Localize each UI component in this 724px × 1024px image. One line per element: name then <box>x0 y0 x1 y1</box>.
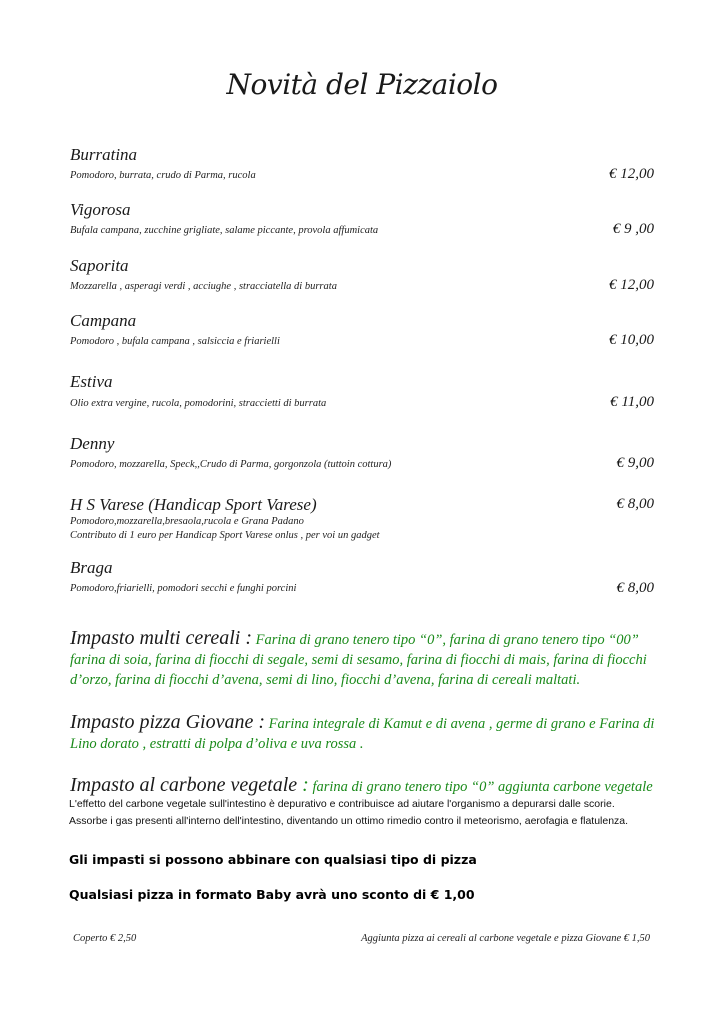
pizza-name: Denny <box>70 434 115 453</box>
dough-description: Farina integrale di Kamut e di avena , germe di grano e Farina di Lino dorato , estratti di polpa d’oliva e uva rossa . <box>70 716 655 752</box>
page-title: Novità del Pizzaiolo <box>226 68 498 101</box>
dough-description: Farina di grano tenero tipo “0”, farina di grano tenero tipo “00” farina di soia, farina di fiocchi di segale, semi di sesamo, farina di fiocchi di mais, farina di fiocchi d’orzo, farina di fiocchi d’avena, semi di lino, fiocchi d’avena, farina di cereali maltati. <box>70 632 647 688</box>
carbone-note-line: L'effetto del carbone vegetale sull'intestino è depurativo e contribuisce ad aiutare l'organismo a depurarsi dalle scorie. <box>69 798 615 810</box>
dough-combination-note: Gli impasti si possono abbinare con qualsiasi tipo di pizza <box>69 852 477 867</box>
dough-multicereali <box>70 628 660 690</box>
baby-discount-note: Qualsiasi pizza in formato Baby avrà uno sconto di € 1,00 <box>69 887 475 902</box>
pizza-price: € 12,00 <box>609 166 654 182</box>
dough-heading-colon: : <box>297 774 309 796</box>
carbone-note-line: Assorbe i gas presenti all'interno dell'intestino, diventando un ottimo rimedio contro il meteorismo, aerofagia e flatulenza. <box>69 815 629 827</box>
pizza-price: € 9,00 <box>616 455 654 471</box>
pizza-description: Pomodoro,mozzarella,bresaola,rucola e Grana Padano <box>70 516 304 527</box>
surcharge-note: Aggiunta pizza ai cereali al carbone vegetale e pizza Giovane € 1,50 <box>361 933 650 944</box>
dough-carbone <box>70 775 660 797</box>
pizza-description: Pomodoro, burrata, crudo di Parma, rucola <box>70 170 256 181</box>
pizza-price: € 10,00 <box>609 332 654 348</box>
pizza-price: € 12,00 <box>609 277 654 293</box>
pizza-price: € 9 ,00 <box>612 221 654 237</box>
pizza-description: Bufala campana, zucchine grigliate, salame piccante, provola affumicata <box>70 225 379 236</box>
pizza-name: Estiva <box>70 372 113 391</box>
pizza-description: Pomodoro , bufala campana , salsiccia e friarielli <box>70 336 280 347</box>
pizza-name: Braga <box>70 558 113 577</box>
dough-heading: Impasto multi cereali : <box>70 627 253 649</box>
pizza-price: € 8,00 <box>616 496 654 512</box>
dough-heading: Impasto al carbone vegetale <box>70 774 298 796</box>
pizza-description: Pomodoro, mozzarella, Speck,,Crudo di Parma, gorgonzola (tuttoin cottura) <box>70 459 392 470</box>
pizza-name: H S Varese (Handicap Sport Varese) <box>70 495 317 514</box>
dough-giovane <box>70 712 660 754</box>
pizza-price: € 8,00 <box>616 580 654 596</box>
pizza-name: Burratina <box>70 145 138 164</box>
pizza-name: Vigorosa <box>70 200 131 219</box>
pizza-description: Olio extra vergine, rucola, pomodorini, straccietti di burrata <box>70 398 327 409</box>
pizza-name: Campana <box>70 311 137 330</box>
pizza-description: Pomodoro,friarielli, pomodori secchi e funghi porcini <box>70 583 297 594</box>
pizza-description: Mozzarella , asperagi verdi , acciughe , stracciatella di burrata <box>70 281 337 292</box>
pizza-description-contribution: Contributo di 1 euro per Handicap Sport Varese onlus , per voi un gadget <box>70 530 380 541</box>
pizza-price: € 11,00 <box>610 394 654 410</box>
coperto-note: Coperto € 2,50 <box>73 933 137 944</box>
dough-heading: Impasto pizza Giovane : <box>70 711 265 733</box>
pizza-name: Saporita <box>70 256 129 275</box>
dough-description: farina di grano tenero tipo “0” aggiunta carbone vegetale <box>308 779 653 795</box>
